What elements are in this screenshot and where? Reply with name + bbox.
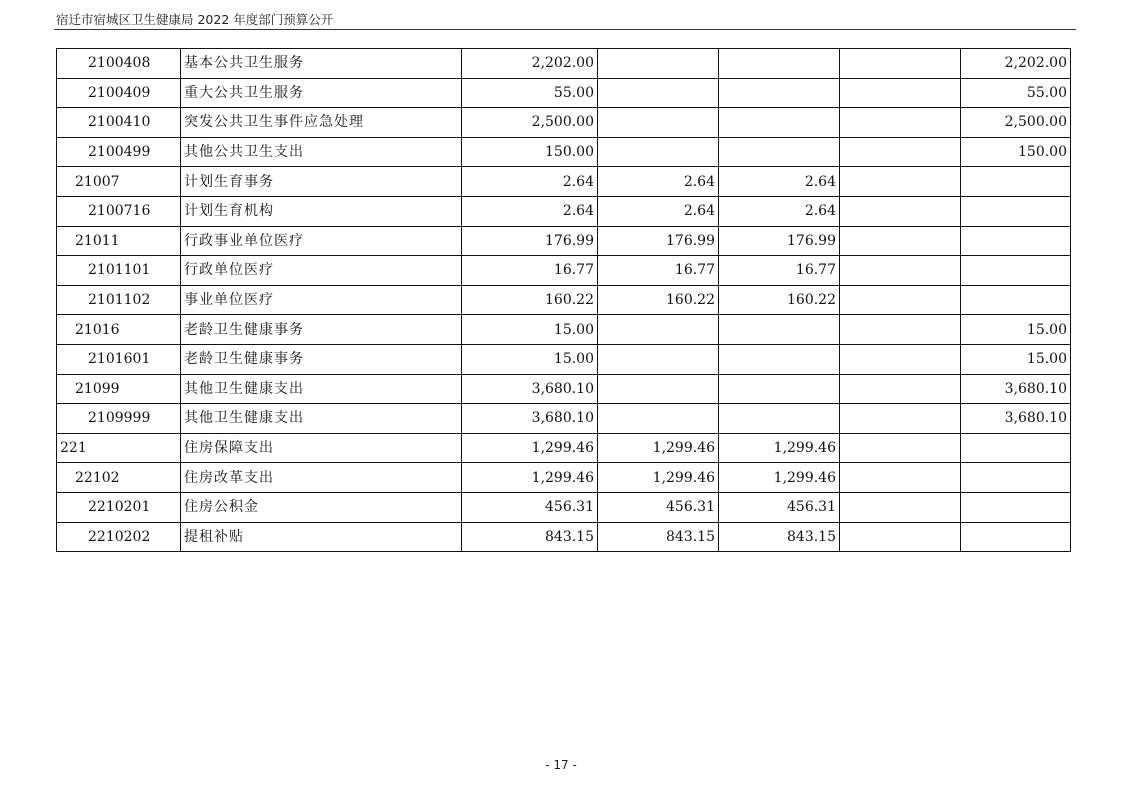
amount-cell-c5 [961,433,1071,463]
amount-cell-c3 [719,78,840,108]
function-code-cell: 22102 [57,463,181,493]
budget-table-body [57,49,1071,552]
amount-cell-c3: 2.64 [719,167,840,197]
amount-cell-c2 [598,108,719,138]
function-code-cell: 21099 [57,374,181,404]
amount-cell-c5 [961,522,1071,552]
function-name-cell: 计划生育事务 [181,167,462,197]
table-row [57,404,1071,434]
function-name-cell: 行政单位医疗 [181,256,462,286]
table-row [57,374,1071,404]
amount-cell-c1: 1,299.46 [462,463,598,493]
amount-cell-c3: 16.77 [719,256,840,286]
function-name-cell: 提租补贴 [181,522,462,552]
function-code-cell: 2210202 [57,522,181,552]
amount-cell-c3: 1,299.46 [719,433,840,463]
amount-cell-c4 [840,492,961,522]
amount-cell-c2 [598,374,719,404]
amount-cell-c4 [840,167,961,197]
amount-cell-c5 [961,167,1071,197]
amount-cell-c5: 15.00 [961,344,1071,374]
amount-cell-c1: 2,500.00 [462,108,598,138]
page-number: - 17 - [545,758,577,772]
amount-cell-c4 [840,137,961,167]
table-row [57,463,1071,493]
amount-cell-c2 [598,344,719,374]
amount-cell-c2: 160.22 [598,285,719,315]
function-code-cell: 2100408 [57,49,181,79]
function-code-cell: 2210201 [57,492,181,522]
amount-cell-c4 [840,226,961,256]
amount-cell-c4 [840,285,961,315]
amount-cell-c4 [840,256,961,286]
amount-cell-c5: 15.00 [961,315,1071,345]
amount-cell-c1: 2.64 [462,196,598,226]
amount-cell-c5 [961,196,1071,226]
function-name-cell: 计划生育机构 [181,196,462,226]
table-row [57,167,1071,197]
function-name-cell: 重大公共卫生服务 [181,78,462,108]
function-code-cell: 21011 [57,226,181,256]
amount-cell-c1: 3,680.10 [462,404,598,434]
function-name-cell: 基本公共卫生服务 [181,49,462,79]
amount-cell-c3 [719,374,840,404]
amount-cell-c5 [961,256,1071,286]
amount-cell-c1: 15.00 [462,344,598,374]
amount-cell-c2: 16.77 [598,256,719,286]
function-name-cell: 住房改革支出 [181,463,462,493]
amount-cell-c5: 3,680.10 [961,374,1071,404]
amount-cell-c4 [840,78,961,108]
amount-cell-c4 [840,433,961,463]
function-code-cell: 2101102 [57,285,181,315]
amount-cell-c4 [840,374,961,404]
table-row [57,256,1071,286]
amount-cell-c5: 2,500.00 [961,108,1071,138]
budget-table [56,48,1071,552]
amount-cell-c4 [840,404,961,434]
amount-cell-c4 [840,108,961,138]
amount-cell-c4 [840,49,961,79]
amount-cell-c3 [719,404,840,434]
function-code-cell: 221 [57,433,181,463]
amount-cell-c1: 15.00 [462,315,598,345]
table-row [57,492,1071,522]
function-code-cell: 2101101 [57,256,181,286]
amount-cell-c5 [961,285,1071,315]
amount-cell-c2: 1,299.46 [598,433,719,463]
function-code-cell: 21007 [57,167,181,197]
function-name-cell: 老龄卫生健康事务 [181,344,462,374]
amount-cell-c5: 3,680.10 [961,404,1071,434]
function-name-cell: 其他公共卫生支出 [181,137,462,167]
amount-cell-c4 [840,463,961,493]
amount-cell-c2 [598,49,719,79]
amount-cell-c2 [598,315,719,345]
amount-cell-c3: 1,299.46 [719,463,840,493]
function-name-cell: 行政事业单位医疗 [181,226,462,256]
amount-cell-c2 [598,404,719,434]
amount-cell-c2: 2.64 [598,167,719,197]
document-header-title: 宿迁市宿城区卫生健康局 2022 年度部门预算公开 [56,12,334,27]
amount-cell-c2: 176.99 [598,226,719,256]
amount-cell-c3 [719,108,840,138]
table-row [57,344,1071,374]
amount-cell-c1: 1,299.46 [462,433,598,463]
amount-cell-c3 [719,49,840,79]
amount-cell-c2: 2.64 [598,196,719,226]
amount-cell-c5 [961,492,1071,522]
amount-cell-c3: 176.99 [719,226,840,256]
amount-cell-c2 [598,137,719,167]
amount-cell-c3 [719,315,840,345]
function-name-cell: 其他卫生健康支出 [181,374,462,404]
amount-cell-c4 [840,344,961,374]
table-row [57,285,1071,315]
table-row [57,522,1071,552]
amount-cell-c4 [840,196,961,226]
amount-cell-c3 [719,137,840,167]
amount-cell-c2: 1,299.46 [598,463,719,493]
amount-cell-c1: 160.22 [462,285,598,315]
table-row [57,315,1071,345]
amount-cell-c4 [840,315,961,345]
header-divider [54,29,1076,30]
function-code-cell: 2100499 [57,137,181,167]
amount-cell-c3: 2.64 [719,196,840,226]
function-code-cell: 2109999 [57,404,181,434]
amount-cell-c1: 843.15 [462,522,598,552]
table-row [57,78,1071,108]
amount-cell-c3: 456.31 [719,492,840,522]
amount-cell-c5: 55.00 [961,78,1071,108]
amount-cell-c3: 843.15 [719,522,840,552]
amount-cell-c4 [840,522,961,552]
amount-cell-c1: 2.64 [462,167,598,197]
function-code-cell: 2100410 [57,108,181,138]
table-row [57,49,1071,79]
table-row [57,108,1071,138]
function-name-cell: 事业单位医疗 [181,285,462,315]
function-code-cell: 2101601 [57,344,181,374]
function-code-cell: 21016 [57,315,181,345]
amount-cell-c1: 176.99 [462,226,598,256]
amount-cell-c1: 2,202.00 [462,49,598,79]
amount-cell-c5: 2,202.00 [961,49,1071,79]
table-row [57,137,1071,167]
function-name-cell: 突发公共卫生事件应急处理 [181,108,462,138]
amount-cell-c1: 3,680.10 [462,374,598,404]
amount-cell-c2: 843.15 [598,522,719,552]
amount-cell-c1: 55.00 [462,78,598,108]
amount-cell-c2 [598,78,719,108]
amount-cell-c3 [719,344,840,374]
function-name-cell: 老龄卫生健康事务 [181,315,462,345]
table-row [57,226,1071,256]
amount-cell-c1: 150.00 [462,137,598,167]
amount-cell-c5: 150.00 [961,137,1071,167]
function-code-cell: 2100409 [57,78,181,108]
amount-cell-c2: 456.31 [598,492,719,522]
function-name-cell: 住房公积金 [181,492,462,522]
amount-cell-c3: 160.22 [719,285,840,315]
table-row [57,196,1071,226]
table-row [57,433,1071,463]
function-name-cell: 其他卫生健康支出 [181,404,462,434]
function-code-cell: 2100716 [57,196,181,226]
function-name-cell: 住房保障支出 [181,433,462,463]
amount-cell-c5 [961,463,1071,493]
amount-cell-c5 [961,226,1071,256]
amount-cell-c1: 16.77 [462,256,598,286]
amount-cell-c1: 456.31 [462,492,598,522]
